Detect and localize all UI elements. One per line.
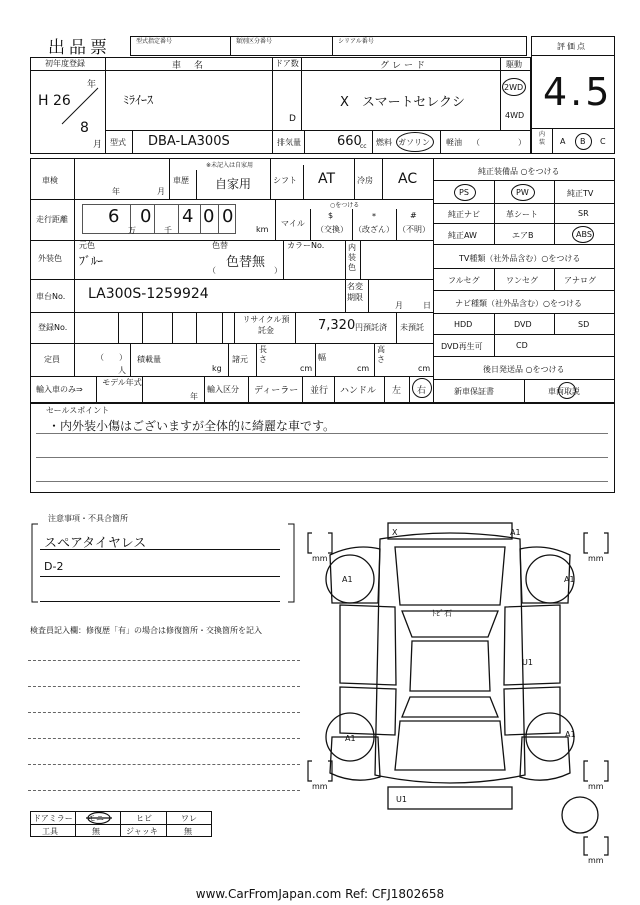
svg-text:mm: mm: [312, 782, 328, 791]
mark-door-r: U1: [522, 658, 533, 667]
import-label: 輸入車のみ⇒: [36, 385, 83, 394]
sales-point-label: セールスポイント: [46, 406, 110, 415]
color-change-value: 色替無: [226, 255, 266, 270]
tv-header: TV種類（社外品含む）○をつける: [459, 254, 581, 263]
inspection-label: 車検: [42, 176, 58, 185]
interior-label: 内装: [539, 131, 546, 146]
chassis-label: 車台No.: [36, 292, 66, 301]
mileage-label: 走行距離: [36, 215, 68, 224]
first-reg-month: 8: [80, 120, 89, 136]
doors-label: ドア数: [275, 59, 299, 68]
type-designation-label: 型式指定番号: [136, 38, 173, 45]
ps-circle: [454, 184, 476, 201]
mark-bumper-front-a1: A1: [510, 528, 521, 537]
exterior-label: 外装色: [38, 254, 62, 263]
mark-wheel-rl: A1: [345, 734, 356, 743]
recycle-value: 7,320: [318, 318, 356, 333]
form-title: 出品票: [48, 38, 111, 58]
mileage-digit-1: 6: [108, 206, 120, 227]
chassis-value: LA300S-1259924: [88, 286, 209, 302]
fuel-gasoline-circle: [396, 132, 434, 152]
mirror-mark: [84, 811, 114, 825]
svg-text:mm: mm: [588, 554, 604, 563]
car-damage-diagram: [300, 515, 630, 870]
mark-bumper-front-x: X: [392, 528, 398, 537]
history-value: 自家用: [215, 177, 252, 191]
mark-wheel-fl: A1: [342, 575, 353, 584]
mark-bumper-rear: U1: [396, 795, 407, 804]
nav-header: ナビ種類（社外品含む）○をつける: [455, 299, 582, 308]
equipment-header: 純正装備品 ○をつける: [478, 167, 560, 176]
handle-right-circle: [412, 378, 432, 398]
interior-b-circle: [575, 133, 592, 150]
inspector-label: 検査員記入欄：修復歴「有」の場合は修復箇所・交換箇所を記入: [30, 626, 262, 635]
mark-wheel-fr: A1: [564, 575, 575, 584]
svg-text:mm: mm: [312, 554, 328, 563]
original-color-value: ﾌﾞﾙｰ: [79, 254, 104, 268]
header-number-box: [130, 36, 527, 56]
shift-value: AT: [318, 171, 336, 187]
sales-point-text: ・内外装小傷はございますが全体的に綺麗な車です。: [48, 419, 336, 433]
first-reg-label: 初年度登録: [45, 59, 85, 68]
manual-circle: [558, 382, 576, 399]
first-reg-year: H 26: [38, 93, 71, 109]
mileage-digit-3: 4: [182, 206, 194, 227]
ac-value: AC: [398, 171, 418, 187]
serial-label: シリアル番号: [338, 38, 374, 45]
svg-text:mm: mm: [588, 856, 604, 865]
notes-line2: D-2: [44, 560, 64, 573]
abs-circle: [572, 226, 594, 243]
category-label: 類別区分番号: [236, 38, 273, 45]
displacement-value: 660: [337, 134, 362, 149]
grade-label: グレード: [380, 61, 429, 71]
car-name-value: ﾐﾗｲｰｽ: [123, 93, 154, 107]
pw-circle: [511, 184, 535, 201]
model-label: 型式: [110, 138, 126, 147]
model-value: DBA-LA300S: [148, 134, 230, 149]
rating-value: 4.5: [543, 70, 613, 114]
drive-label: 駆動: [506, 60, 522, 69]
notes-line1: スペアタイヤレス: [44, 536, 147, 551]
recycle-label: リサイクル預託金: [242, 315, 290, 335]
grade-value: X スマートセレクシ: [340, 95, 465, 110]
capacity-label: 定員: [44, 355, 60, 364]
notes-label: 注意事項・不具合箇所: [48, 514, 128, 523]
mark-windshield: ﾄﾋﾞ石: [432, 609, 452, 618]
mileage-digit-2: 0: [140, 206, 152, 227]
svg-text:mm: mm: [588, 782, 604, 791]
mileage-digit-5: 0: [222, 206, 234, 227]
car-name-label: 車 名: [172, 61, 206, 71]
footer-ref: www.CarFromJapan.com Ref: CFJ1802658: [195, 887, 445, 901]
docs-header: 後日発送品 ○をつける: [483, 365, 565, 374]
rating-label: 評価点: [557, 42, 587, 51]
mark-wheel-rr: A1: [565, 730, 576, 739]
mileage-digit-4: 0: [203, 206, 215, 227]
reg-no-label: 登録No.: [38, 323, 68, 332]
drive-2wd-circle: [502, 78, 526, 96]
